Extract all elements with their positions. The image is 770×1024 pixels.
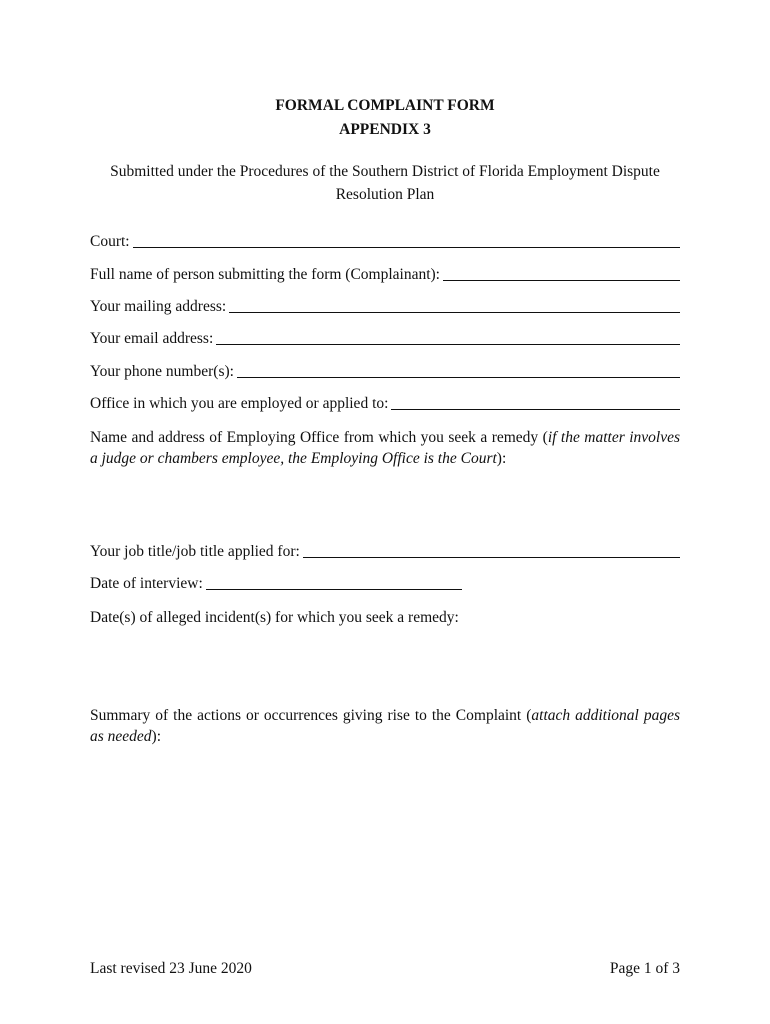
interview-date-label: Date of interview:: [90, 575, 203, 592]
summary-end: ):: [151, 728, 162, 745]
appendix-label: APPENDIX 3: [339, 121, 431, 138]
phone-line[interactable]: [237, 376, 680, 378]
employing-office-end: ):: [496, 450, 507, 467]
job-title-line[interactable]: [303, 556, 680, 558]
mailing-address-field[interactable]: [90, 298, 680, 316]
interview-date-field[interactable]: [90, 575, 462, 593]
last-revised: Last revised 23 June 2020: [90, 960, 252, 977]
subtitle: [88, 160, 682, 206]
incident-dates-field: [90, 607, 680, 628]
office-field[interactable]: [90, 395, 680, 413]
employing-office-field: [90, 427, 680, 469]
page-number: Page 1 of 3: [609, 960, 680, 977]
incident-dates-label: Date(s) of alleged incident(s) for which you seek a remedy:: [90, 609, 459, 626]
employing-office-note: if the matter involves a judge or chambers employee, the Employing Office is the Court: [90, 429, 680, 467]
phone-label: Your phone number(s):: [90, 363, 234, 380]
email-address-field[interactable]: [90, 330, 680, 348]
phone-field[interactable]: [90, 363, 680, 381]
summary-field: [90, 705, 680, 747]
court-field[interactable]: [90, 233, 680, 251]
summary-label: Summary of the actions or occurrences giving rise to the Complaint (: [90, 707, 532, 724]
employing-office-label: Name and address of Employing Office from which you seek a remedy (: [90, 429, 548, 446]
subtitle-line-2: Resolution Plan: [335, 186, 435, 203]
job-title-field[interactable]: [90, 543, 680, 561]
mailing-address-label: Your mailing address:: [90, 298, 227, 315]
office-line[interactable]: [391, 408, 680, 410]
mailing-address-line[interactable]: [229, 311, 680, 313]
job-title-label: Your job title/job title applied for:: [90, 543, 300, 560]
complainant-line[interactable]: [443, 279, 680, 281]
court-label: Court:: [90, 233, 130, 250]
subtitle-line-1: Submitted under the Procedures of the Southern District of Florida Employment Dispute: [110, 163, 660, 180]
interview-date-line[interactable]: [206, 588, 462, 590]
form-title: FORMAL COMPLAINT FORM: [275, 97, 495, 114]
complainant-label: Full name of person submitting the form (Complainant):: [90, 266, 440, 283]
office-label: Office in which you are employed or applied to:: [90, 395, 389, 412]
summary-note: attach additional pages as needed: [90, 707, 680, 745]
email-address-line[interactable]: [216, 343, 680, 345]
complainant-field[interactable]: [90, 266, 680, 284]
court-line[interactable]: [133, 246, 680, 248]
email-address-label: Your email address:: [90, 330, 214, 347]
